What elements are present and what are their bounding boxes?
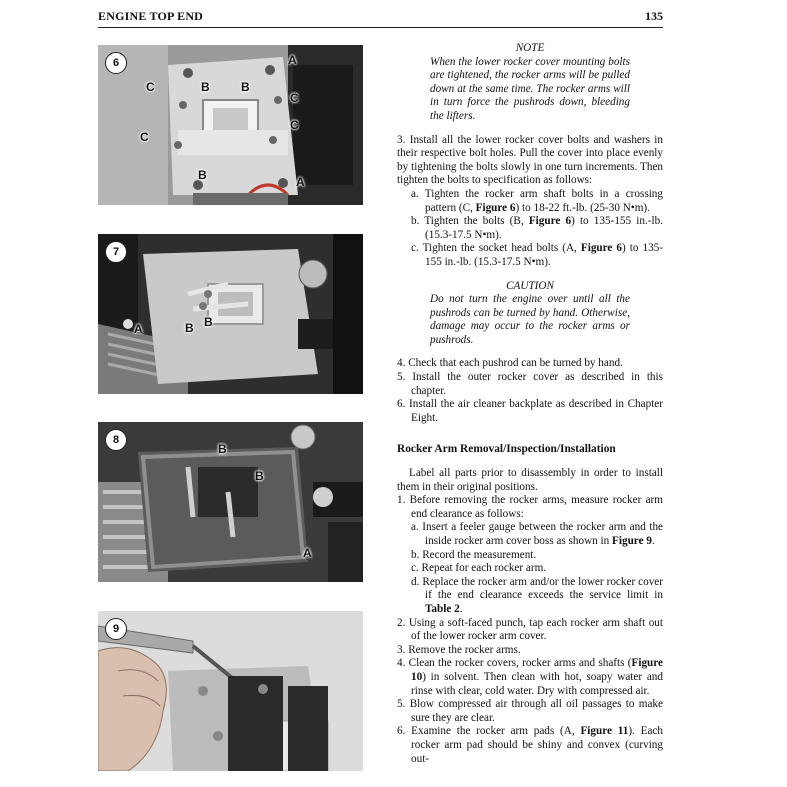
- step-6: 6. Install the air cleaner backplate as described in Chapter Eight.: [397, 398, 663, 424]
- callout-c: C: [290, 91, 299, 105]
- callout-b: B: [241, 80, 250, 94]
- step-3c: c. Tighten the socket head bolts (A, Figure 6) to 135-155 in.-lb. (15.3-17.5 N•m).: [411, 242, 663, 268]
- removal-step-4: 4. Clean the rocker covers, rocker arms and shafts (Figure 10) in solvent. Then clean with hot, soapy water and rinse with clear, cold water. Dry with compressed air.: [397, 657, 663, 697]
- callout-b: B: [198, 168, 207, 182]
- page-header: [98, 9, 663, 27]
- callout-a: A: [303, 546, 312, 560]
- caution-body: Do not turn the engine over until all the pushrods can be turned by hand. Otherwise, damage may occur to the rocker arms or pushrods.: [430, 293, 630, 346]
- callout-b: B: [204, 315, 213, 329]
- callout-a: A: [134, 322, 143, 336]
- removal-step-6: 6. Examine the rocker arm pads (A, Figure 11). Each rocker arm pad should be shiny and convex (curving out-: [397, 725, 663, 765]
- figure-6-image: [98, 45, 363, 205]
- callout-a: A: [296, 175, 305, 189]
- removal-step-1a: a. Insert a feeler gauge between the rocker arm and the inside rocker arm cover boss as shown in Figure 9.: [411, 521, 663, 547]
- callout-c: C: [290, 118, 299, 132]
- removal-step-3: 3. Remove the rocker arms.: [397, 643, 521, 656]
- figure-6-number: 6: [105, 52, 127, 74]
- header-rule: [98, 27, 663, 28]
- right-column: [397, 42, 663, 766]
- step-4: 4. Check that each pushrod can be turned by hand.: [397, 357, 623, 370]
- figure-7-photo: [98, 234, 363, 394]
- figure-7-number: 7: [105, 241, 127, 263]
- note-title: NOTE: [515, 42, 545, 54]
- step-3b: b. Tighten the bolts (B, Figure 6) to 135-155 in.-lb. (15.3-17.5 N•m).: [411, 215, 663, 241]
- running-head: ENGINE TOP END: [98, 9, 204, 23]
- callout-b: B: [255, 469, 264, 483]
- removal-step-1: 1. Before removing the rocker arms, measure rocker arm end clearance as follows:: [397, 494, 663, 520]
- callout-b: B: [218, 442, 227, 456]
- step-3-text: 3. Install all the lower rocker cover bolts and washers in their respective bolt holes. Pull the cover into place evenly by tightening the bolts slowly in one turn increments. Then tighten the bolts to specification as follows:: [397, 133, 663, 187]
- caution-title: CAUTION: [506, 279, 554, 292]
- section-intro: Label all parts prior to disassembly in order to install them in their original positions.: [397, 467, 663, 493]
- removal-step-1c: c. Repeat for each rocker arm.: [411, 562, 547, 575]
- step-5: 5. Install the outer rocker cover as described in this chapter.: [397, 371, 663, 397]
- figure-7-image: [98, 234, 363, 394]
- callout-a: A: [288, 53, 297, 67]
- figure-8-photo: [98, 422, 363, 582]
- removal-step-1d: d. Replace the rocker arm and/or the lower rocker cover if the end clearance exceeds the service limit in Table 2.: [411, 575, 663, 615]
- section-heading: Rocker Arm Removal/Inspection/Installation: [397, 443, 616, 456]
- callout-b: B: [201, 80, 210, 94]
- removal-step-5: 5. Blow compressed air through all oil passages to make sure they are clear.: [397, 698, 663, 724]
- figure-9-number: 9: [105, 618, 127, 640]
- callout-c: C: [140, 130, 149, 144]
- callout-c: C: [146, 80, 155, 94]
- removal-step-2: 2. Using a soft-faced punch, tap each rocker arm shaft out of the lower rocker arm cover.: [397, 616, 663, 643]
- figure-6-photo: [98, 45, 363, 205]
- figure-8-number: 8: [105, 429, 127, 451]
- figure-9-photo: [98, 611, 363, 771]
- callout-b: B: [185, 321, 194, 335]
- page-number: 135: [645, 9, 663, 23]
- note-body: When the lower rocker cover mounting bolts are tightened, the rocker arms will be pulled down at the same time. The rocker arms will in turn force the pushrods down, bleeding the lifters.: [430, 55, 630, 122]
- figure-8-image: [98, 422, 363, 582]
- figure-9-image: [98, 611, 363, 771]
- step-3a: a. Tighten the rocker arm shaft bolts in a crossing pattern (C, Figure 6) to 18-22 ft.-lb. (25-30 N•m).: [411, 187, 663, 214]
- removal-step-1b: b. Record the measurement.: [411, 548, 537, 561]
